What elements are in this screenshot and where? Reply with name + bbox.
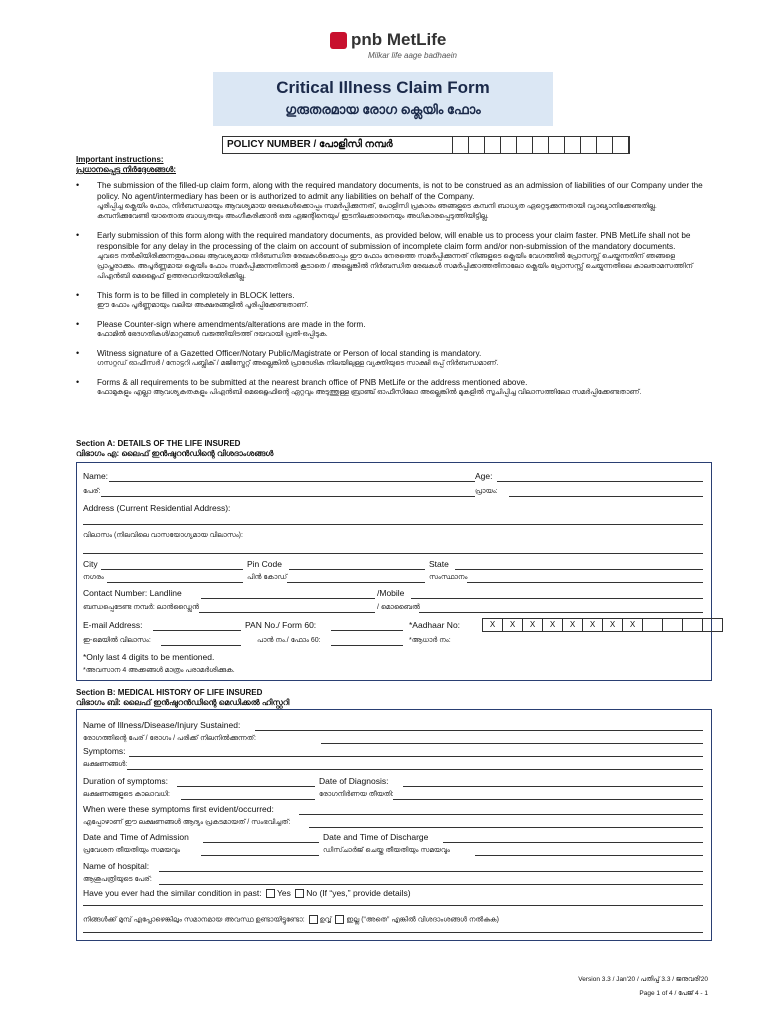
aadhaar-cell[interactable]: X bbox=[602, 618, 623, 632]
aadhaar-cell[interactable] bbox=[682, 618, 703, 632]
landline-input[interactable] bbox=[201, 598, 375, 599]
section-a-title bbox=[76, 439, 273, 459]
pan-label-ml: പാൻ നം./ ഫോം 60: bbox=[257, 637, 321, 644]
similar-condition-label: Have you ever had the similar condition in past: bbox=[83, 888, 262, 898]
aadhaar-cell[interactable] bbox=[702, 618, 723, 632]
city-input-ml[interactable] bbox=[107, 582, 243, 583]
hospital-label: Name of hospital: bbox=[83, 861, 150, 871]
aadhaar-note: *Only last 4 digits to be mentioned. bbox=[83, 652, 215, 662]
brand-tagline: Milkar life aage badhaein bbox=[368, 51, 457, 60]
policy-number-cell[interactable] bbox=[613, 137, 629, 153]
admission-label: Date and Time of Admission bbox=[83, 832, 189, 842]
discharge-input-ml[interactable] bbox=[475, 855, 703, 856]
aadhaar-cell[interactable]: X bbox=[582, 618, 603, 632]
section-b-box bbox=[76, 709, 712, 941]
city-input[interactable] bbox=[101, 569, 243, 570]
hospital-input[interactable] bbox=[159, 871, 703, 872]
duration-input[interactable] bbox=[177, 786, 315, 787]
illness-label: Name of Illness/Disease/Injury Sustained: bbox=[83, 720, 241, 730]
brand-logo bbox=[330, 30, 446, 50]
diagnosis-input[interactable] bbox=[403, 786, 703, 787]
section-a-title-en: Section A: DETAILS OF THE LIFE INSURED bbox=[76, 439, 241, 448]
email-input-ml[interactable] bbox=[161, 645, 241, 646]
mobile-input[interactable] bbox=[411, 598, 703, 599]
no-label-ml: ഇല്ല (“അതെ” എങ്കിൽ വിശദാംശങ്ങൾ നൽകുക) bbox=[346, 916, 499, 924]
landline-input-ml[interactable] bbox=[199, 612, 375, 613]
page-number: Page 1 of 4 / പേജ് 4 - 1 bbox=[639, 990, 708, 997]
landline-label: Contact Number: Landline bbox=[83, 588, 182, 598]
list-item: • Witness signature of a Gazetted Officer/Notary Public/Magistrate or Person of local standing is mandatory. ഗസറ്റഡ് ഓഫീസർ / നോട്ടറി പബ്ലിക് / മജിസ്ട്രേറ്റ് അല്ലെങ്കിൽ പ്രാദേശിക നിലയിലുള്ള വ്യക്തിയുടെ സാക്ഷി ഒപ്പ് നിർബന്ധമാണ്. bbox=[76, 348, 706, 369]
form-title-box bbox=[213, 72, 553, 126]
brand-name: pnb MetLife bbox=[351, 30, 447, 49]
instruction-en: This form is to be filled in completely in BLOCK letters. bbox=[97, 291, 295, 300]
instruction-en: Witness signature of a Gazetted Officer/Notary Public/Magistrate or Person of local standing is mandatory. bbox=[97, 349, 482, 358]
instruction-ml: ഫോമുകളും എല്ലാ ആവശ്യകതകളും പിഎൻബി മെറ്റ്ലൈഫിന്റെ ഏറ്റവും അടുത്തുള്ള ബ്രാഞ്ച് ഓഫീസിലോ അല്ലെങ്കിൽ മുകളിൽ സൂചിപ്പിച്ച വിലാസത്തിലോ സമർപ്പിക്കേണ്ടതാണ്. bbox=[97, 389, 642, 396]
age-label: Age: bbox=[475, 471, 493, 481]
similar-details-input-ml[interactable] bbox=[83, 932, 703, 933]
aadhaar-cell[interactable]: X bbox=[542, 618, 563, 632]
duration-input-ml[interactable] bbox=[181, 799, 315, 800]
policy-number-cell[interactable] bbox=[517, 137, 533, 153]
yes-checkbox-ml[interactable] bbox=[309, 915, 318, 924]
list-item: • Early submission of this form along with the required mandatory documents, as provided below, will enable us to process your claim faster. PNB MetLife shall not be responsible for any delay in the processing of the claim on account of submission of incomplete claim form and/or non-submission of the mandatory documents. ചുവടെ നൽകിയിരിക്കുന്നതുപോലെ ആവശ്യമായ നിർബന്ധിത രേഖകൾക്കൊപ്പം ഈ ഫോം നേരത്തെ സമർപ്പിക്കുന്നത് നിങ്ങളുടെ ക്ലെയിം വേഗത്തിൽ പ്രോസസ്സ് ചെയ്യുന്നതിന് ഞങ്ങളെ പ്രാപ്തരാക്കും. അപൂർണ്ണമായ ക്ലെയിം ഫോം സമർപ്പിക്കുന്നതിനാൽ കൂടാതെ / അല്ലെങ്കിൽ നിർബന്ധിത രേഖകൾ സമർപ്പിക്കാത്തതിനാലോ ക്ലെയിം പ്രോസസ്സ് ചെയ്യുന്നതിലെ കാലതാമസത്തിന് പിഎൻബി മെറ്റ്ലൈഫ് ഉത്തരവാദിയായിരിക്കില്ല. bbox=[76, 230, 706, 282]
instructions-list bbox=[76, 180, 706, 406]
form-title: Critical Illness Claim Form bbox=[276, 78, 490, 97]
instructions-heading-ml: പ്രധാനപ്പെട്ട നിർദ്ദേശങ്ങൾ: bbox=[76, 165, 177, 174]
aadhaar-cell[interactable] bbox=[642, 618, 663, 632]
policy-number-cell[interactable] bbox=[533, 137, 549, 153]
pin-code-input-ml[interactable] bbox=[287, 582, 425, 583]
section-a-title-ml: വിഭാഗം എ: ലൈഫ് ഇൻഷുറൻഡിന്റെ വിശദാംശങ്ങൾ bbox=[76, 449, 274, 458]
list-item: • Please Counter-sign where amendments/alterations are made in the form. ഫോമിൽ ഭേദഗതികൾ/മാറ്റങ്ങൾ വരുത്തിയിടത്ത് ദയവായി പ്രതി-ഒപ്പിടുക. bbox=[76, 319, 706, 340]
instruction-ml: ഫോമിൽ ഭേദഗതികൾ/മാറ്റങ്ങൾ വരുത്തിയിടത്ത് ദയവായി പ്രതി-ഒപ്പിടുക. bbox=[97, 331, 328, 338]
symptoms-label-ml: ലക്ഷണങ്ങൾ: bbox=[83, 761, 128, 768]
policy-number-cell[interactable] bbox=[469, 137, 485, 153]
address-label-ml: വിലാസം (നിലവിലെ വാസയോഗ്യമായ വിലാസം): bbox=[83, 532, 243, 539]
list-item: • This form is to be filled in completely in BLOCK letters. ഈ ഫോം പൂർണ്ണമായും വലിയ അക്ഷരങ്ങളിൽ പൂരിപ്പിക്കേണ്ടതാണ്. bbox=[76, 290, 706, 311]
pan-input[interactable] bbox=[331, 630, 403, 631]
instruction-ml: ചുവടെ നൽകിയിരിക്കുന്നതുപോലെ ആവശ്യമായ നിർബന്ധിത രേഖകൾക്കൊപ്പം ഈ ഫോം നേരത്തെ സമർപ്പിക്കുന്നത് നിങ്ങളുടെ ക്ലെയിം വേഗത്തിൽ പ്രോസസ്സ് ചെയ്യുന്നതിന് ഞങ്ങളെ പ്രാപ്തരാക്കും. അപൂർണ്ണമായ ക്ലെയിം ഫോം സമർപ്പിക്കുന്നതിനാൽ കൂടാതെ / അല്ലെങ്കിൽ നിർബന്ധിത രേഖകൾ സമർപ്പിക്കാത്തതിനാലോ ക്ലെയിം പ്രോസസ്സ് ചെയ്യുന്നതിലെ കാലതാമസത്തിന് പിഎൻബി മെറ്റ്ലൈഫ് ഉത്തരവാദിയായിരിക്കില്ല. bbox=[97, 253, 693, 280]
brand-mark-icon bbox=[330, 32, 347, 49]
aadhaar-cell[interactable]: X bbox=[622, 618, 643, 632]
evident-label-ml: എപ്പോഴാണ് ഈ ലക്ഷണങ്ങൾ ആദ്യം പ്രകടമായത് / സംഭവിച്ചത്: bbox=[83, 819, 291, 826]
admission-input[interactable] bbox=[203, 842, 319, 843]
list-item: • Forms & all requirements to be submitted at the nearest branch office of PNB MetLife or the address mentioned above. ഫോമുകളും എല്ലാ ആവശ്യകതകളും പിഎൻബി മെറ്റ്ലൈഫിന്റെ ഏറ്റവും അടുത്തുള്ള ബ്രാഞ്ച് ഓഫീസിലോ അല്ലെങ്കിൽ മുകളിൽ സൂചിപ്പിച്ച വിലാസത്തിലോ സമർപ്പിക്കേണ്ടതാണ്. bbox=[76, 377, 706, 398]
mobile-label-ml: / മൊബൈൽ bbox=[377, 604, 420, 611]
admission-input-ml[interactable] bbox=[201, 855, 319, 856]
instruction-en: Please Counter-sign where amendments/alterations are made in the form. bbox=[97, 320, 366, 329]
symptoms-input[interactable] bbox=[129, 756, 703, 757]
age-label-ml: പ്രായം: bbox=[475, 488, 498, 495]
name-label-ml: പേര്: bbox=[83, 488, 101, 495]
section-b-title bbox=[76, 688, 289, 708]
illness-input-ml[interactable] bbox=[321, 743, 703, 744]
instructions-heading-en: Important instructions: bbox=[76, 155, 164, 164]
policy-number-cell[interactable] bbox=[501, 137, 517, 153]
pan-input-ml[interactable] bbox=[331, 645, 403, 646]
instruction-ml: ഈ ഫോം പൂർണ്ണമായും വലിയ അക്ഷരങ്ങളിൽ പൂരിപ്പിക്കേണ്ടതാണ്. bbox=[97, 302, 309, 309]
aadhaar-cell[interactable]: X bbox=[522, 618, 543, 632]
state-label: State bbox=[429, 559, 449, 569]
mobile-input-ml[interactable] bbox=[419, 612, 703, 613]
list-item: • The submission of the filled-up claim form, along with the required mandatory documents, is not to be construed as an admission of liabilities of our Company under the policy. No agent/intermediary has been or is authorized to admit any liabilities on behalf of the Company. പൂരിപ്പിച്ച ക്ലെയിം ഫോം, നിർബന്ധമായും ആവശ്യമായ രേഖകൾക്കൊപ്പം സമർപ്പിക്കുന്നത്, പോളിസി പ്രകാരം ഞങ്ങളുടെ കമ്പനി ബാധ്യത ഏറ്റെടുക്കുന്നതായി വ്യാഖ്യാനിക്കേണ്ടതില്ല. കമ്പനിക്കുവേണ്ടി യാതൊരു ബാധ്യതയും അംഗീകരിക്കാൻ ഒരു ഏജന്റിനെയും/ ഇടനിലക്കാരനെയും അധികാരപ്പെടുത്തിയിട്ടില്ല. bbox=[76, 180, 706, 222]
policy-number-cell[interactable] bbox=[453, 137, 469, 153]
pin-code-label-ml: പിൻ കോഡ് bbox=[247, 574, 288, 581]
yes-label: Yes bbox=[276, 888, 291, 898]
email-label: E-mail Address: bbox=[83, 620, 143, 630]
name-input-ml[interactable] bbox=[101, 496, 475, 497]
city-label: City bbox=[83, 559, 98, 569]
mobile-label: /Mobile bbox=[377, 588, 405, 598]
instruction-en: Forms & all requirements to be submitted at the nearest branch office of PNB MetLife or the address mentioned above. bbox=[97, 378, 528, 387]
no-label: No (If “yes,” provide details) bbox=[306, 888, 411, 898]
similar-condition-row bbox=[83, 888, 411, 898]
aadhaar-cell[interactable]: X bbox=[502, 618, 523, 632]
discharge-label-ml: ഡിസ്ചാർജ് ചെയ്ത തീയതിയും സമയവും bbox=[323, 847, 450, 854]
section-b-title-ml: വിഭാഗം ബി: ലൈഫ് ഇൻഷുറൻഡിന്റെ മെഡിക്കൽ ഹിസ്റ്ററി bbox=[76, 698, 290, 707]
discharge-label: Date and Time of Discharge bbox=[323, 832, 429, 842]
address-input-line-2[interactable] bbox=[83, 553, 703, 554]
admission-label-ml: പ്രവേശന തീയതിയും സമയവും bbox=[83, 847, 181, 854]
age-input-ml[interactable] bbox=[509, 496, 703, 497]
similar-condition-row-ml bbox=[83, 915, 499, 925]
evident-input[interactable] bbox=[299, 814, 703, 815]
illness-label-ml: രോഗത്തിന്റെ പേര് / രോഗം / പരിക്ക് നിലനിൽക്കുന്നത്: bbox=[83, 735, 256, 742]
instructions-heading bbox=[76, 155, 176, 175]
policy-number-cell[interactable] bbox=[565, 137, 581, 153]
evident-input-ml[interactable] bbox=[309, 827, 703, 828]
name-input[interactable] bbox=[109, 481, 475, 482]
state-input-ml[interactable] bbox=[467, 582, 703, 583]
pin-code-input[interactable] bbox=[289, 569, 425, 570]
section-a-box bbox=[76, 462, 712, 681]
aadhaar-cell[interactable]: X bbox=[482, 618, 503, 632]
aadhaar-cell[interactable] bbox=[662, 618, 683, 632]
address-input-line-1[interactable] bbox=[83, 524, 703, 525]
pan-label: PAN No./ Form 60: bbox=[245, 620, 317, 630]
landline-label-ml: ബന്ധപ്പെടേണ്ട നമ്പർ: ലാൻഡ്ലൈൻ bbox=[83, 604, 200, 611]
yes-label-ml: ഉവ്വ് bbox=[319, 916, 332, 924]
diagnosis-label-ml: രോഗനിർണയ തീയതി: bbox=[319, 791, 394, 798]
age-input[interactable] bbox=[497, 481, 703, 482]
symptoms-input-ml[interactable] bbox=[127, 769, 703, 770]
policy-number-cell[interactable] bbox=[597, 137, 613, 153]
instruction-en: The submission of the filled-up claim form, along with the required mandatory documents, is not to be construed as an admission of liabilities of our Company under the policy. No agent/intermediary has been or is authorized to admit any liabilities on behalf of the Company. bbox=[97, 181, 703, 201]
no-checkbox-ml[interactable] bbox=[335, 915, 344, 924]
duration-label: Duration of symptoms: bbox=[83, 776, 169, 786]
section-b-title-en: Section B: MEDICAL HISTORY OF LIFE INSURED bbox=[76, 688, 263, 697]
diagnosis-label: Date of Diagnosis: bbox=[319, 776, 389, 786]
diagnosis-input-ml[interactable] bbox=[393, 799, 703, 800]
policy-number-label: POLICY NUMBER / പോളിസി നമ്പർ bbox=[223, 137, 453, 153]
email-label-ml: ഇ-മെയിൽ വിലാസം: bbox=[83, 637, 151, 644]
state-input[interactable] bbox=[455, 569, 703, 570]
aadhaar-label: *Aadhaar No: bbox=[409, 620, 461, 630]
no-checkbox[interactable] bbox=[295, 889, 304, 898]
evident-label: When were these symptoms first evident/occurred: bbox=[83, 804, 274, 814]
aadhaar-cells[interactable] bbox=[483, 618, 723, 632]
duration-label-ml: ലക്ഷണങ്ങളുടെ കാലാവധി: bbox=[83, 791, 170, 798]
instruction-en: Early submission of this form along with the required mandatory documents, as provided below, will enable us to process your claim faster. PNB MetLife shall not be responsible for any delay in the processing of the claim on account of submission of incomplete claim form and/or non-submission of the mandatory documents. bbox=[97, 231, 691, 251]
aadhaar-cell[interactable]: X bbox=[562, 618, 583, 632]
name-label: Name: bbox=[83, 471, 109, 481]
email-input[interactable] bbox=[153, 630, 241, 631]
policy-number-cell[interactable] bbox=[549, 137, 565, 153]
instruction-ml: ഗസറ്റഡ് ഓഫീസർ / നോട്ടറി പബ്ലിക് / മജിസ്ട്രേറ്റ് അല്ലെങ്കിൽ പ്രാദേശിക നിലയിലുള്ള വ്യക്തിയുടെ സാക്ഷി ഒപ്പ് നിർബന്ധമാണ്. bbox=[97, 360, 499, 367]
address-label: Address (Current Residential Address): bbox=[83, 503, 231, 513]
hospital-label-ml: ആശുപത്രിയുടെ പേര്: bbox=[83, 876, 152, 883]
city-label-ml: നഗരം bbox=[83, 574, 104, 581]
state-label-ml: സംസ്ഥാനം bbox=[429, 574, 468, 581]
illness-input[interactable] bbox=[255, 730, 703, 731]
symptoms-label: Symptoms: bbox=[83, 746, 126, 756]
policy-number-field[interactable] bbox=[222, 136, 630, 154]
discharge-input[interactable] bbox=[443, 842, 703, 843]
policy-number-cell[interactable] bbox=[581, 137, 597, 153]
yes-checkbox[interactable] bbox=[266, 889, 275, 898]
hospital-input-ml[interactable] bbox=[159, 884, 703, 885]
aadhaar-label-ml: *ആധാർ നം: bbox=[409, 637, 451, 644]
pin-code-label: Pin Code bbox=[247, 559, 282, 569]
aadhaar-note-ml: *അവസാന 4 അക്കങ്ങൾ മാത്രം പരാമർശിക്കുക. bbox=[83, 667, 235, 674]
policy-number-cell[interactable] bbox=[485, 137, 501, 153]
similar-condition-label-ml: നിങ്ങൾക്ക് മുമ്പ് എപ്പോഴെങ്കിലും സമാനമായ അവസ്ഥ ഉണ്ടായിട്ടുണ്ടോ: bbox=[83, 916, 305, 924]
similar-details-input[interactable] bbox=[83, 905, 703, 906]
form-title-ml: ഗുരുതരമായ രോഗ ക്ലെയിം ഫോം bbox=[285, 102, 481, 117]
instruction-ml: പൂരിപ്പിച്ച ക്ലെയിം ഫോം, നിർബന്ധമായും ആവശ്യമായ രേഖകൾക്കൊപ്പം സമർപ്പിക്കുന്നത്, പോളിസി പ്രകാരം ഞങ്ങളുടെ കമ്പനി ബാധ്യത ഏറ്റെടുക്കുന്നതായി വ്യാഖ്യാനിക്കേണ്ടതില്ല. കമ്പനിക്കുവേണ്ടി യാതൊരു ബാധ്യതയും അംഗീകരിക്കാൻ ഒരു ഏജന്റിനെയും/ ഇടനിലക്കാരനെയും അധികാരപ്പെടുത്തിയിട്ടില്ല. bbox=[97, 203, 657, 220]
policy-number-cells[interactable] bbox=[453, 137, 629, 153]
version-text: Version 3.3 / Jan'20 / പതിപ്പ് 3.3 / ജനുവരി'20 bbox=[578, 976, 708, 983]
